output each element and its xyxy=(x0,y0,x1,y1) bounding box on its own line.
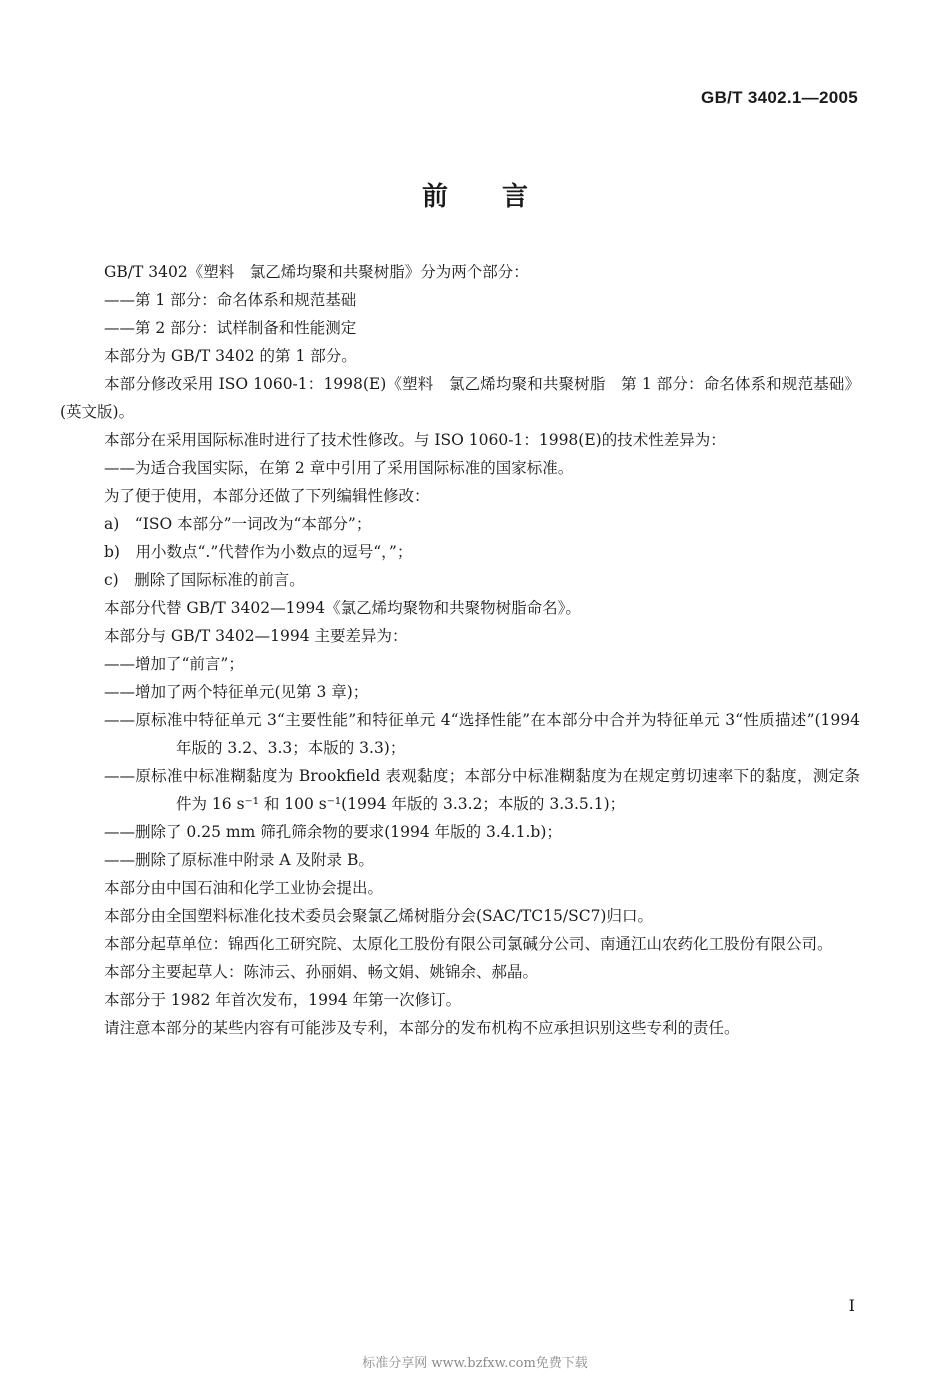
paragraph: 本部分于 1982 年首次发布，1994 年第一次修订。 xyxy=(104,991,462,1009)
list-item: ——增加了“前言”； xyxy=(104,655,244,673)
paragraph: 本部分与 GB/T 3402—1994 主要差异为： xyxy=(104,627,408,645)
page-title: 前言 xyxy=(421,182,582,212)
list-item: c) 删除了国际标准的前言。 xyxy=(104,571,305,589)
paragraph: 本部分为 GB/T 3402 的第 1 部分。 xyxy=(104,347,357,365)
foreword-body xyxy=(60,258,860,1042)
paragraph: 本部分起草单位：锦西化工研究院、太原化工股份有限公司氯碱分公司、南通江山农药化工股份有限公司。 xyxy=(104,935,833,953)
list-item: ——原标准中特征单元 3“主要性能”和特征单元 4“选择性能”在本部分中合并为特征单元 3“性质描述”(1994 年版的 3.2、3.3；本版的 3.3)； xyxy=(104,711,860,757)
page-number: I xyxy=(848,1296,855,1315)
paragraph: 本部分由中国石油和化学工业协会提出。 xyxy=(104,879,384,897)
list-item: ——删除了 0.25 mm 筛孔筛余物的要求(1994 年版的 3.4.1.b)； xyxy=(104,823,562,841)
list-item: a) “ISO 本部分”一词改为“本部分”； xyxy=(104,515,372,533)
paragraph: 请注意本部分的某些内容有可能涉及专利，本部分的发布机构不应承担识别这些专利的责任。 xyxy=(104,1019,740,1037)
list-item: ——第 2 部分：试样制备和性能测定 xyxy=(104,319,357,337)
footer-watermark: 标准分享网 www.bzfxw.com免费下载 xyxy=(362,1356,588,1371)
list-item: ——删除了原标准中附录 A 及附录 B。 xyxy=(104,851,374,869)
paragraph: 本部分代替 GB/T 3402—1994《氯乙烯均聚物和共聚物树脂命名》。 xyxy=(104,599,581,617)
paragraph: 本部分由全国塑料标准化技术委员会聚氯乙烯树脂分会(SAC/TC15/SC7)归口。 xyxy=(104,907,653,925)
paragraph: 本部分主要起草人：陈沛云、孙丽娟、畅文娟、姚锦余、郝晶。 xyxy=(104,963,539,981)
paragraph: 为了便于使用，本部分还做了下列编辑性修改： xyxy=(104,487,430,505)
list-item: ——第 1 部分：命名体系和规范基础 xyxy=(104,291,357,309)
list-item: b) 用小数点“.”代替作为小数点的逗号“，”； xyxy=(104,543,413,561)
paragraph: 本部分修改采用 ISO 1060-1：1998(E)《塑料 氯乙烯均聚和共聚树脂 第 1 部分：命名体系和规范基础》(英文版)。 xyxy=(60,375,860,421)
standard-number: GB/T 3402.1—2005 xyxy=(701,88,858,107)
list-item: ——增加了两个特征单元(见第 3 章)； xyxy=(104,683,369,701)
paragraph: 本部分在采用国际标准时进行了技术性修改。与 ISO 1060-1：1998(E)的技术性差异为： xyxy=(104,431,726,449)
paragraph: GB/T 3402《塑料 氯乙烯均聚和共聚树脂》分为两个部分： xyxy=(104,263,529,281)
list-item: ——为适合我国实际，在第 2 章中引用了采用国际标准的国家标准。 xyxy=(104,459,574,477)
list-item: ——原标准中标准糊黏度为 Brookfield 表观黏度；本部分中标准糊黏度为在规定剪切速率下的黏度，测定条件为 16 s⁻¹ 和 100 s⁻¹(1994 年版的 3.3.2；本版的 3.3.5.1)； xyxy=(104,767,860,813)
